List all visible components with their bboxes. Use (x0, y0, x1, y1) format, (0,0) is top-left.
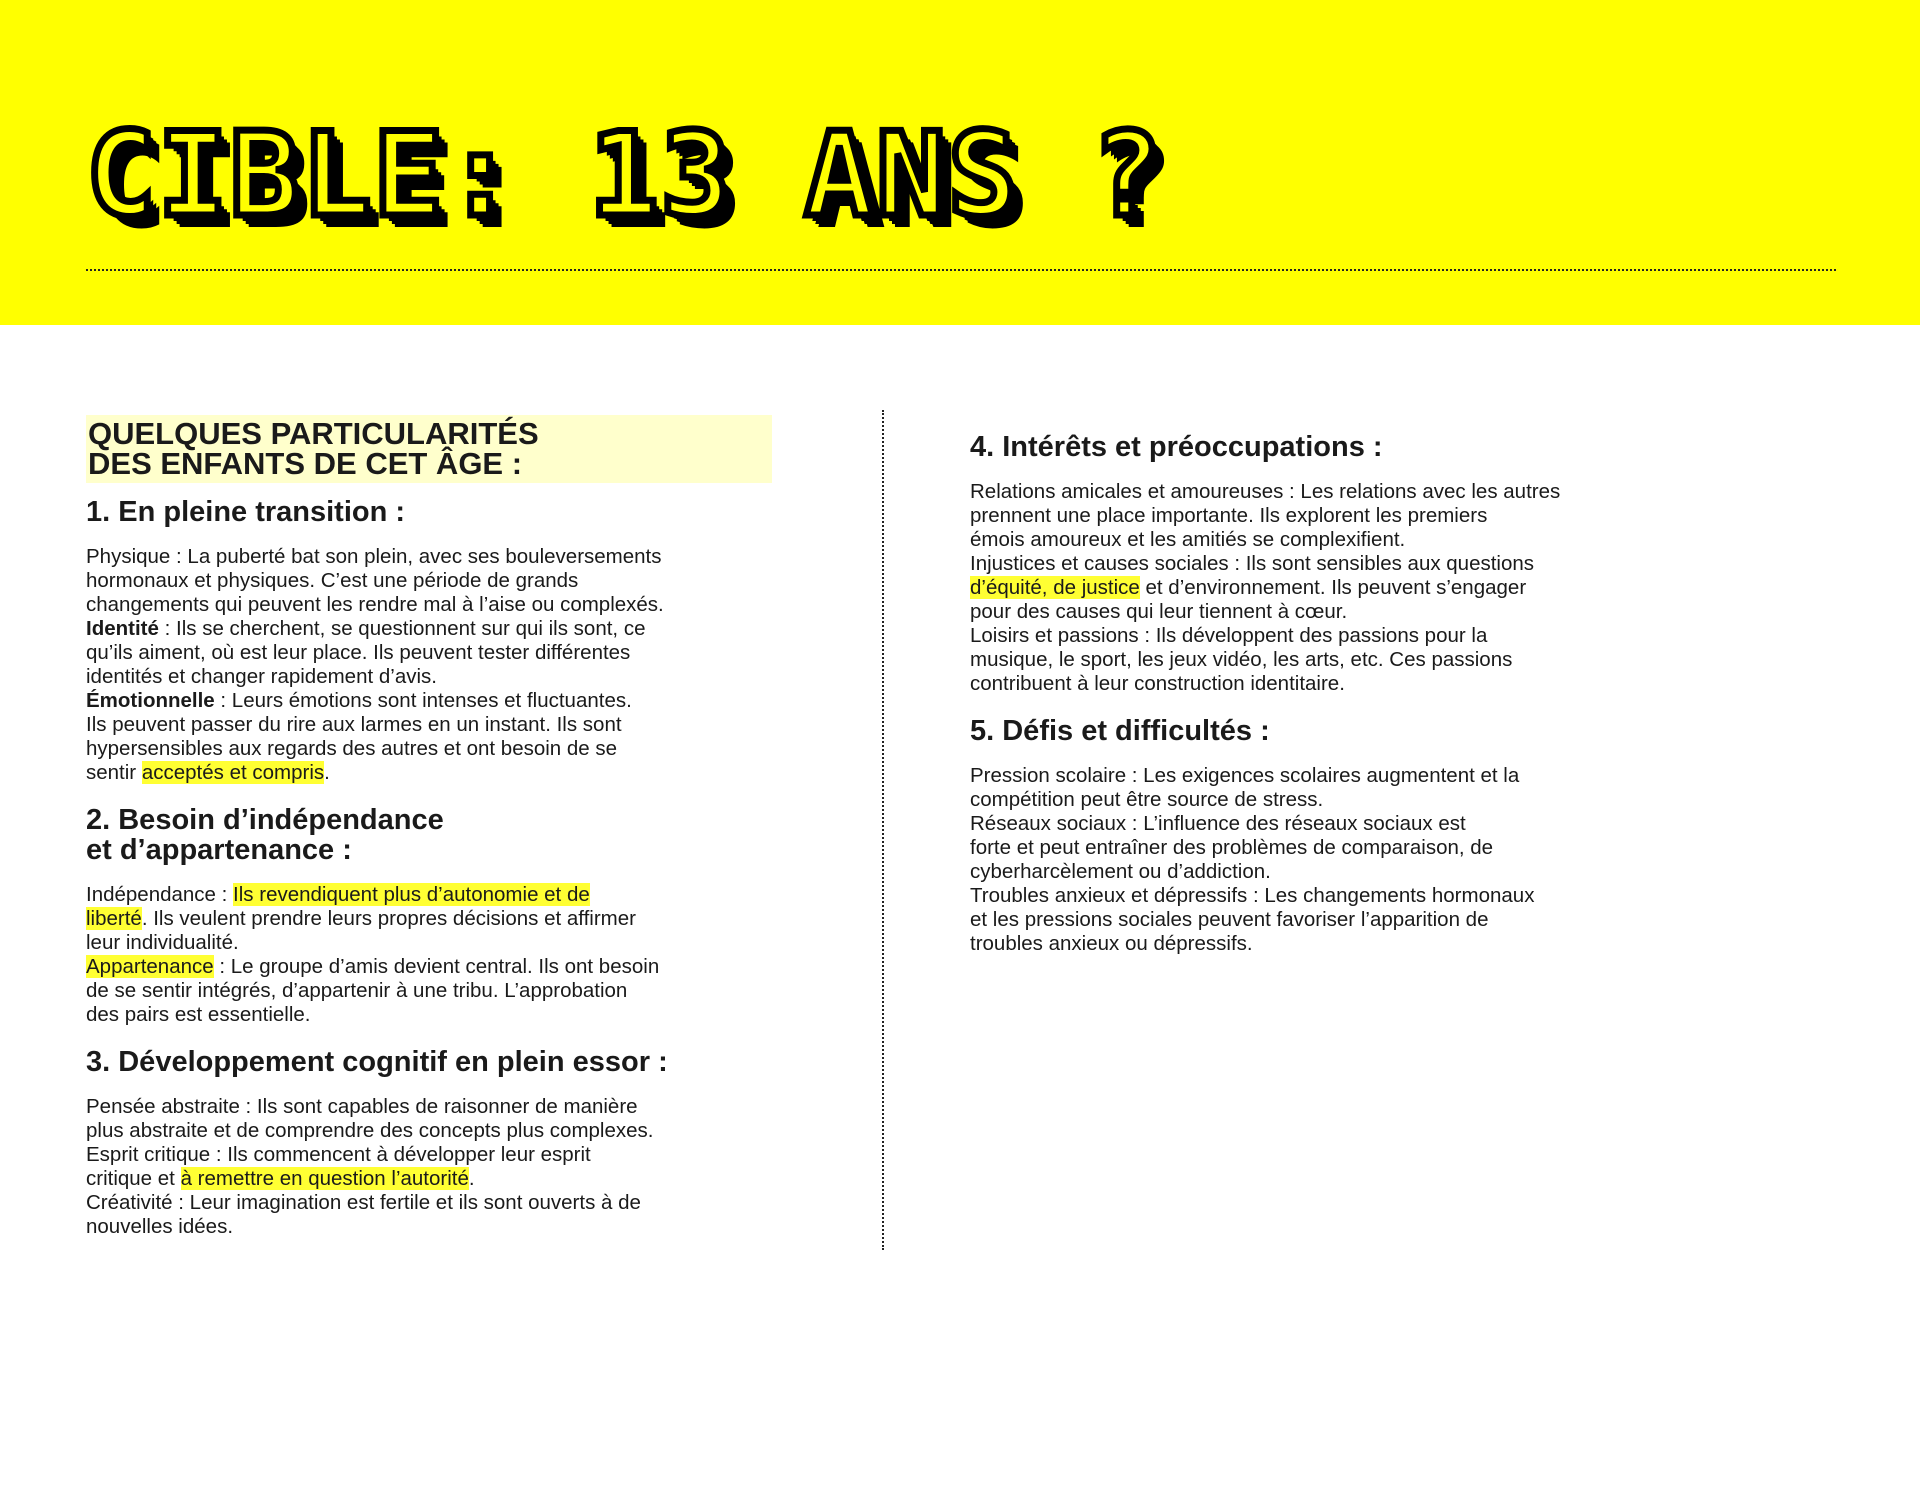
text-line: prennent une place importante. Ils explorent les premiers (970, 504, 1488, 527)
highlighted-text: à remettre en question l’autorité (180, 1167, 469, 1190)
text-line: troubles anxieux ou dépressifs. (970, 932, 1253, 955)
text-line: Ils peuvent passer du rire aux larmes en un instant. Ils sont (86, 713, 622, 736)
intro-heading (86, 415, 772, 483)
text-line (86, 883, 776, 907)
page-title: CIBLE: 13 ANS ? (86, 108, 1164, 243)
text-line: Réseaux sociaux : L’influence des réseaux sociaux est (970, 812, 1466, 835)
text-line (86, 689, 776, 713)
text-line (970, 576, 1690, 600)
text-span: sentir (86, 761, 142, 784)
section-5-heading: 5. Défis et difficultés : (970, 715, 1270, 747)
text-span: : Leurs émotions sont intenses et fluctuantes. (214, 689, 632, 712)
text-line (86, 1167, 776, 1191)
text-line: Troubles anxieux et dépressifs : Les changements hormonaux (970, 884, 1535, 907)
text-line: nouvelles idées. (86, 1215, 234, 1238)
text-line: Créativité : Leur imagination est fertile et ils sont ouverts à de (86, 1191, 641, 1214)
text-line: hypersensibles aux regards des autres et ont besoin de se (86, 737, 618, 760)
text-span: : Ils se cherchent, se questionnent sur qui ils sont, ce (158, 617, 646, 640)
text-line (86, 617, 776, 641)
left-column (86, 415, 776, 1259)
section-1-body (86, 545, 776, 785)
text-line: contribuent à leur construction identitaire. (970, 672, 1345, 695)
text-line: qu’ils aiment, où est leur place. Ils peuvent tester différentes (86, 641, 631, 664)
section-3-heading: 3. Développement cognitif en plein essor : (86, 1046, 668, 1078)
text-line: leur individualité. (86, 931, 239, 954)
text-line (86, 907, 776, 931)
section-2-heading-line-2: et d’appartenance : (86, 834, 352, 866)
text-line: de se sentir intégrés, d’appartenir à une tribu. L’approbation (86, 979, 628, 1002)
text-span: et d’environnement. Ils peuvent s’engager (1139, 576, 1527, 599)
text-span: . (324, 761, 330, 784)
text-line: Loisirs et passions : Ils développent des passions pour la (970, 624, 1488, 647)
intro-line-1: QUELQUES PARTICULARITÉS (88, 416, 539, 451)
section-2-body (86, 883, 776, 1027)
text-line: Pensée abstraite : Ils sont capables de raisonner de manière (86, 1095, 638, 1118)
text-line: émois amoureux et les amitiés se complexifient. (970, 528, 1406, 551)
text-span: . Ils veulent prendre leurs propres décisions et affirmer (141, 907, 636, 930)
section-2-heading (86, 805, 776, 865)
text-span: . (468, 1167, 475, 1190)
text-line: Esprit critique : Ils commencent à développer leur esprit (86, 1143, 591, 1166)
column-divider (882, 410, 884, 1250)
highlighted-text: acceptés et compris (141, 761, 325, 784)
text-line: plus abstraite et de comprendre des concepts plus complexes. (86, 1119, 654, 1142)
label-emotionnelle: Émotionnelle (86, 689, 215, 712)
text-line: pour des causes qui leur tiennent à cœur. (970, 600, 1348, 623)
section-5-body (970, 764, 1690, 956)
text-line: Injustices et causes sociales : Ils sont sensibles aux questions (970, 552, 1535, 575)
highlighted-text: Ils revendiquent plus d’autonomie et de (233, 883, 590, 906)
highlighted-text: d’équité, de justice (970, 576, 1140, 599)
section-4-heading: 4. Intérêts et préoccupations : (970, 431, 1383, 463)
header-banner (0, 0, 1920, 325)
right-column (970, 432, 1690, 976)
text-line: forte et peut entraîner des problèmes de comparaison, de (970, 836, 1494, 859)
title-dotted-rule (86, 269, 1836, 271)
label-identite: Identité (86, 617, 159, 640)
text-span: critique et (86, 1167, 181, 1190)
text-line: Pression scolaire : Les exigences scolaires augmentent et la (970, 764, 1520, 787)
text-line: compétition peut être source de stress. (970, 788, 1324, 811)
text-line: changements qui peuvent les rendre mal à l’aise ou complexés. (86, 593, 664, 616)
text-span: : Le groupe d’amis devient central. Ils ont besoin (213, 955, 660, 978)
section-3-body (86, 1095, 776, 1239)
section-2-heading-line-1: 2. Besoin d’indépendance (86, 804, 444, 836)
text-line: cyberharcèlement ou d’addiction. (970, 860, 1271, 883)
text-line: musique, le sport, les jeux vidéo, les arts, etc. Ces passions (970, 648, 1513, 671)
text-span: Indépendance : (86, 883, 234, 906)
text-line (86, 761, 776, 785)
text-line: Physique : La puberté bat son plein, avec ses bouleversements (86, 545, 662, 568)
section-4-body (970, 480, 1690, 696)
intro-line-2: DES ENFANTS DE CET ÂGE : (88, 446, 523, 481)
text-line: Relations amicales et amoureuses : Les relations avec les autres (970, 480, 1561, 503)
text-line (86, 955, 776, 979)
text-line: hormonaux et physiques. C’est une période de grands (86, 569, 579, 592)
section-1-heading: 1. En pleine transition : (86, 496, 406, 528)
highlighted-text: Appartenance (86, 955, 214, 978)
text-line: des pairs est essentielle. (86, 1003, 311, 1026)
text-line: et les pressions sociales peuvent favoriser l’apparition de (970, 908, 1489, 931)
highlighted-text: liberté (86, 907, 142, 930)
text-line: identités et changer rapidement d’avis. (86, 665, 437, 688)
